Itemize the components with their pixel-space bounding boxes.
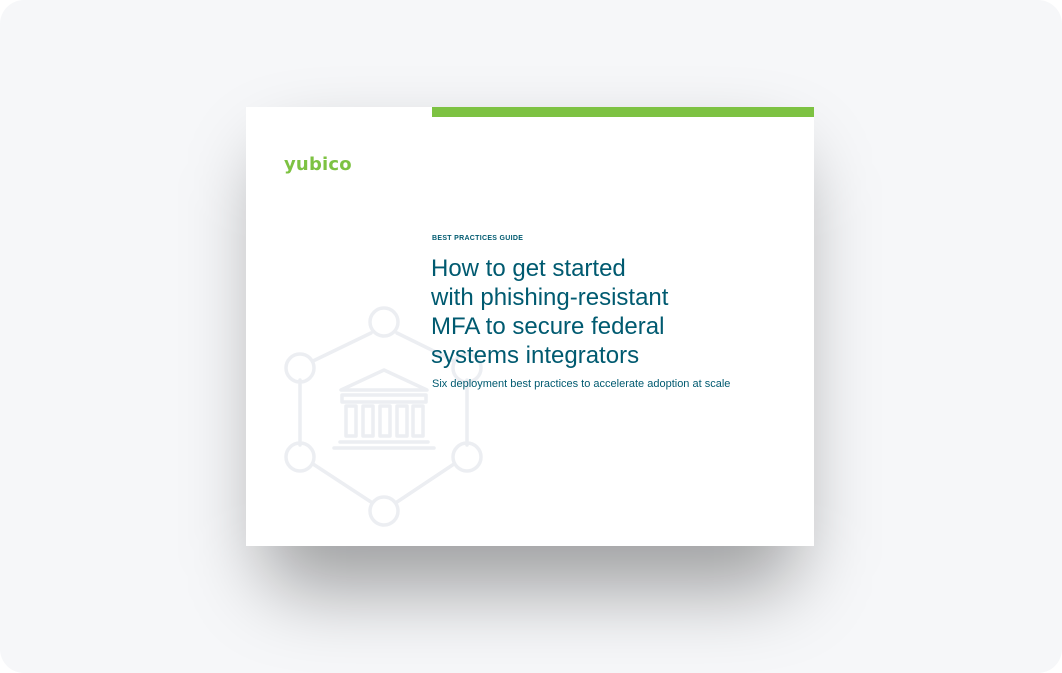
document-cover[interactable] [246, 107, 814, 546]
yubico-logo: yubico [284, 154, 352, 175]
document-category: BEST PRACTICES GUIDE [432, 235, 524, 242]
document-title: How to get started with phishing-resistant MFA to secure federal systems integrators [431, 255, 669, 369]
document-subtitle: Six deployment best practices to accelerate adoption at scale [432, 378, 731, 390]
accent-bar [432, 107, 814, 117]
